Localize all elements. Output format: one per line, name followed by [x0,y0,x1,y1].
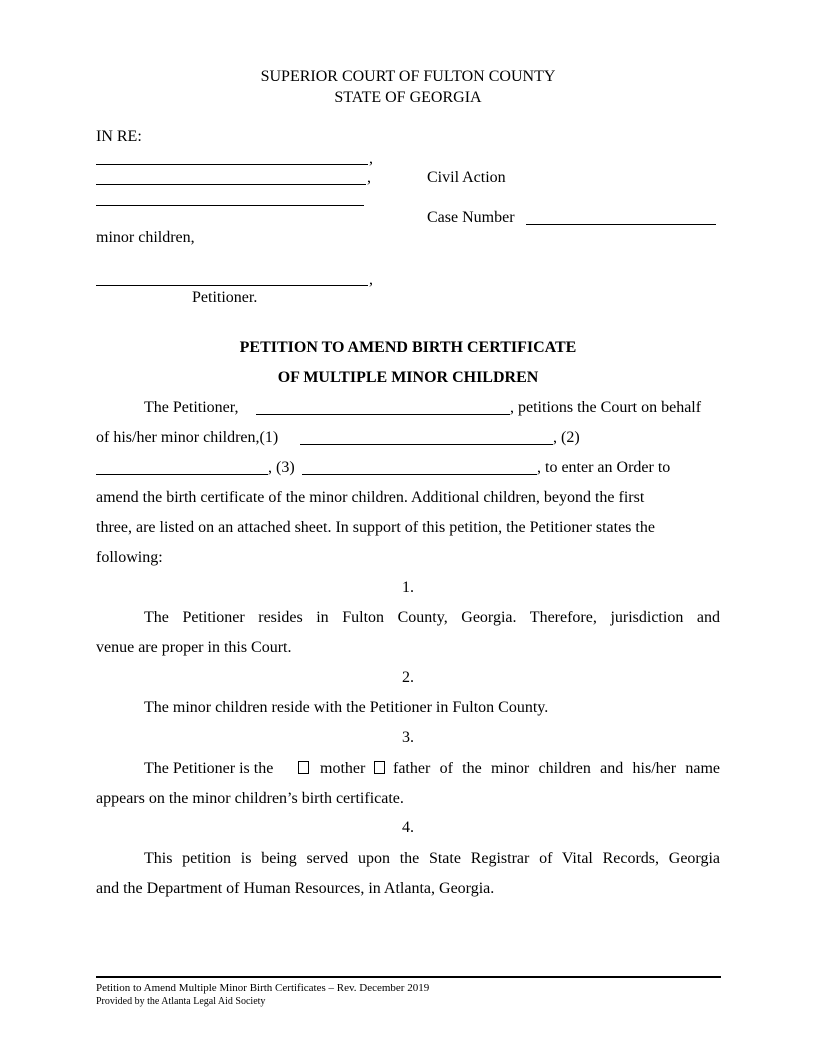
court-name: SUPERIOR COURT OF FULTON COUNTY [260,68,556,85]
party-name-line-1[interactable] [96,164,368,165]
footer-form-title: Petition to Amend Multiple Minor Birth Certificates – Rev. December 2019 [96,982,430,994]
case-number-field[interactable] [526,224,716,225]
paragraph-number-2: 2. [402,669,414,686]
intro-text-a1: The Petitioner, [144,399,239,416]
paragraph-3-line-2: appears on the minor children’s birth certificate. [96,790,404,807]
mother-checkbox[interactable] [296,759,311,779]
paragraph-2-line-1: The minor children reside with the Petitioner in Fulton County. [144,699,549,716]
party-name-line-2[interactable] [96,184,366,185]
party-comma-1: , [369,150,373,167]
intro-text-f: following: [96,549,163,566]
case-number-label: Case Number [427,209,515,226]
minor-children-label: minor children, [96,229,195,246]
paragraph-4-line-1: This petition is being served upon the State Registrar of Vital Records, Georgia [144,850,720,867]
intro-text-b1: of his/her minor children,(1) [96,429,279,446]
paragraph-3-text-a1: The Petitioner is the [144,760,274,777]
in-re-label: IN RE: [96,128,142,145]
paragraph-4-line-2: and the Department of Human Resources, in Atlanta, Georgia. [96,880,495,897]
civil-action-label: Civil Action [427,169,506,186]
intro-text-a2: , petitions the Court on behalf [510,399,702,416]
petitioner-label: Petitioner. [192,289,258,306]
intro-text-d: amend the birth certificate of the minor children. Additional children, beyond the first [96,489,645,506]
state-name: STATE OF GEORGIA [334,89,482,106]
paragraph-number-1: 1. [402,579,414,596]
intro-text-c1: , (3) [268,459,295,476]
mother-label: mother [320,760,366,777]
paragraph-1-line-1: The Petitioner resides in Fulton County, Georgia. Therefore, jurisdiction and [144,609,720,626]
child-2-name-field[interactable] [96,474,268,475]
paragraph-1-line-2: venue are proper in this Court. [96,639,292,656]
petitioner-name-field[interactable] [256,414,510,415]
document-title-line-2: OF MULTIPLE MINOR CHILDREN [277,369,539,386]
footer-rule [96,976,721,978]
father-checkbox[interactable] [372,759,387,779]
document-title-line-1: PETITION TO AMEND BIRTH CERTIFICATE [239,339,577,356]
paragraph-number-4: 4. [402,819,414,836]
intro-text-c2: , to enter an Order to [537,459,671,476]
child-3-name-field[interactable] [302,474,537,475]
intro-text-e: three, are listed on an attached sheet. In support of this petition, the Petitioner states the [96,519,655,536]
paragraph-3-text-a2: father of the minor children and his/her name [393,760,720,777]
paragraph-number-3: 3. [402,729,414,746]
child-1-name-field[interactable] [300,444,553,445]
petitioner-name-line[interactable] [96,285,368,286]
petitioner-comma: , [369,271,373,288]
intro-text-b2: , (2) [553,429,580,446]
party-name-line-3[interactable] [96,205,364,206]
party-comma-2: , [367,169,371,186]
footer-provider: Provided by the Atlanta Legal Aid Society [96,996,266,1007]
